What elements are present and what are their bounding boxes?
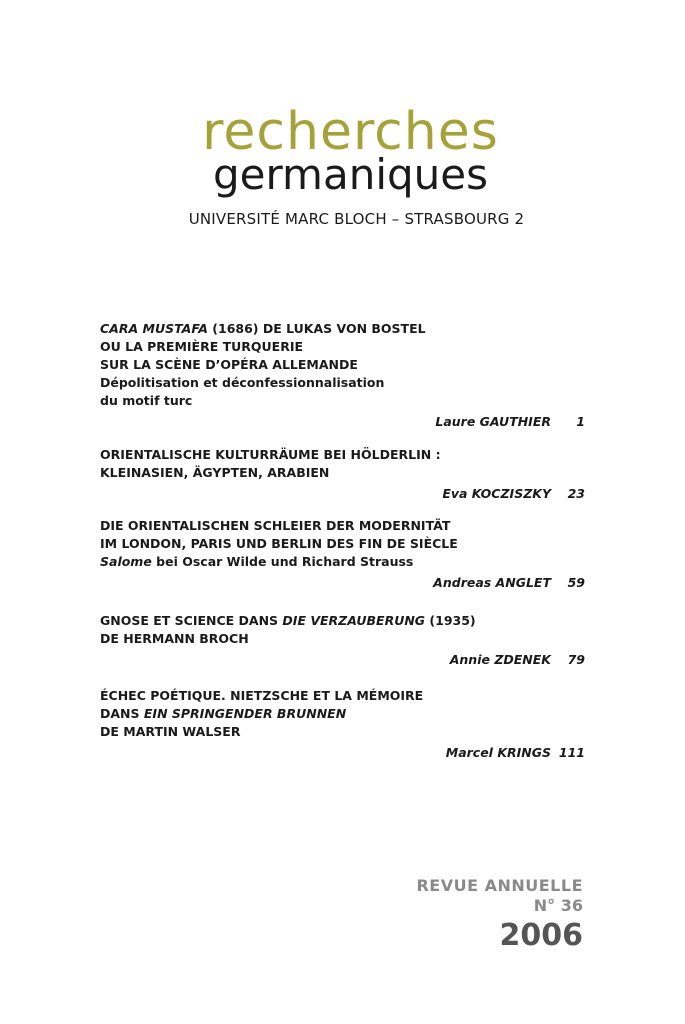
toc-entry-title-line: DE HERMANN BROCH bbox=[100, 631, 249, 646]
toc-title-text: (1686) DE LUKAS VON BOSTEL bbox=[207, 321, 426, 336]
toc-entry-author-row bbox=[100, 744, 585, 762]
toc-author: Eva KOCZISZKY bbox=[442, 486, 551, 501]
toc-title-italic: DIE VERZAUBERUNG bbox=[282, 613, 426, 628]
toc-entry-title-line: SUR LA SCÈNE D’OPÉRA ALLEMANDE bbox=[100, 357, 358, 372]
toc-title-text: DANS bbox=[100, 706, 144, 721]
toc-page-number: 79 bbox=[567, 652, 585, 667]
toc-page-number: 23 bbox=[567, 486, 585, 501]
toc-author: Marcel KRINGS bbox=[445, 745, 551, 760]
toc-title-text: (1935) bbox=[425, 613, 476, 628]
toc-page-number: 1 bbox=[576, 414, 585, 429]
toc-entry-2 bbox=[100, 446, 585, 503]
toc-title-italic: CARA MUSTAFA bbox=[100, 321, 208, 336]
toc-entry-title bbox=[100, 612, 585, 630]
journal-title-germaniques: germaniques bbox=[213, 150, 488, 199]
toc-entry-author-row bbox=[100, 574, 585, 592]
toc-entry-title-line: DIE ORIENTALISCHEN SCHLEIER DER MODERNITÄT bbox=[100, 518, 451, 533]
toc-author: Andreas ANGLET bbox=[433, 575, 551, 590]
toc-entry-4 bbox=[100, 612, 585, 669]
toc-author: Laure GAUTHIER bbox=[435, 414, 551, 429]
journal-title-recherches: recherches bbox=[202, 102, 499, 162]
toc-page-number: 111 bbox=[558, 745, 585, 760]
toc-entry-subtitle bbox=[100, 553, 585, 571]
toc-title-italic: EIN SPRINGENDER BRUNNEN bbox=[143, 706, 347, 721]
issue-number: N° 36 bbox=[533, 896, 583, 915]
toc-entry-author-row bbox=[100, 651, 585, 669]
toc-entry-title-line: DE MARTIN WALSER bbox=[100, 724, 241, 739]
toc-entry-title-line: KLEINASIEN, ÄGYPTEN, ARABIEN bbox=[100, 465, 330, 480]
toc-title-text: GNOSE ET SCIENCE DANS bbox=[100, 613, 283, 628]
toc-entry-5 bbox=[100, 687, 585, 762]
toc-entry-title-line: IM LONDON, PARIS UND BERLIN DES FIN DE SIÈCLE bbox=[100, 536, 458, 551]
toc-author: Annie ZDENEK bbox=[449, 652, 551, 667]
toc-entry-subtitle: Dépolitisation et déconfessionnalisation bbox=[100, 375, 385, 390]
toc-entry-title-line: ÉCHEC POÉTIQUE. NIETZSCHE ET LA MÉMOIRE bbox=[100, 688, 424, 703]
toc-subtitle-italic: Salome bbox=[100, 554, 152, 569]
toc-entry-1 bbox=[100, 320, 585, 431]
revue-label: REVUE ANNUELLE bbox=[416, 876, 583, 895]
toc-entry-title bbox=[100, 320, 585, 338]
toc-entry-author-row bbox=[100, 413, 585, 431]
toc-entry-subtitle: du motif turc bbox=[100, 393, 193, 408]
toc-entry-title-line: OU LA PREMIÈRE TURQUERIE bbox=[100, 339, 304, 354]
institution-name: UNIVERSITÉ MARC BLOCH – STRASBOURG 2 bbox=[188, 210, 525, 228]
toc-entry-title bbox=[100, 705, 585, 723]
toc-page-number: 59 bbox=[567, 575, 585, 590]
toc-entry-3 bbox=[100, 517, 585, 592]
toc-subtitle-text: bei Oscar Wilde und Richard Strauss bbox=[151, 554, 414, 569]
toc-entry-title-line: ORIENTALISCHE KULTURRÄUME BEI HÖLDERLIN : bbox=[100, 447, 441, 462]
publication-year: 2006 bbox=[499, 918, 583, 953]
toc-entry-author-row bbox=[100, 485, 585, 503]
